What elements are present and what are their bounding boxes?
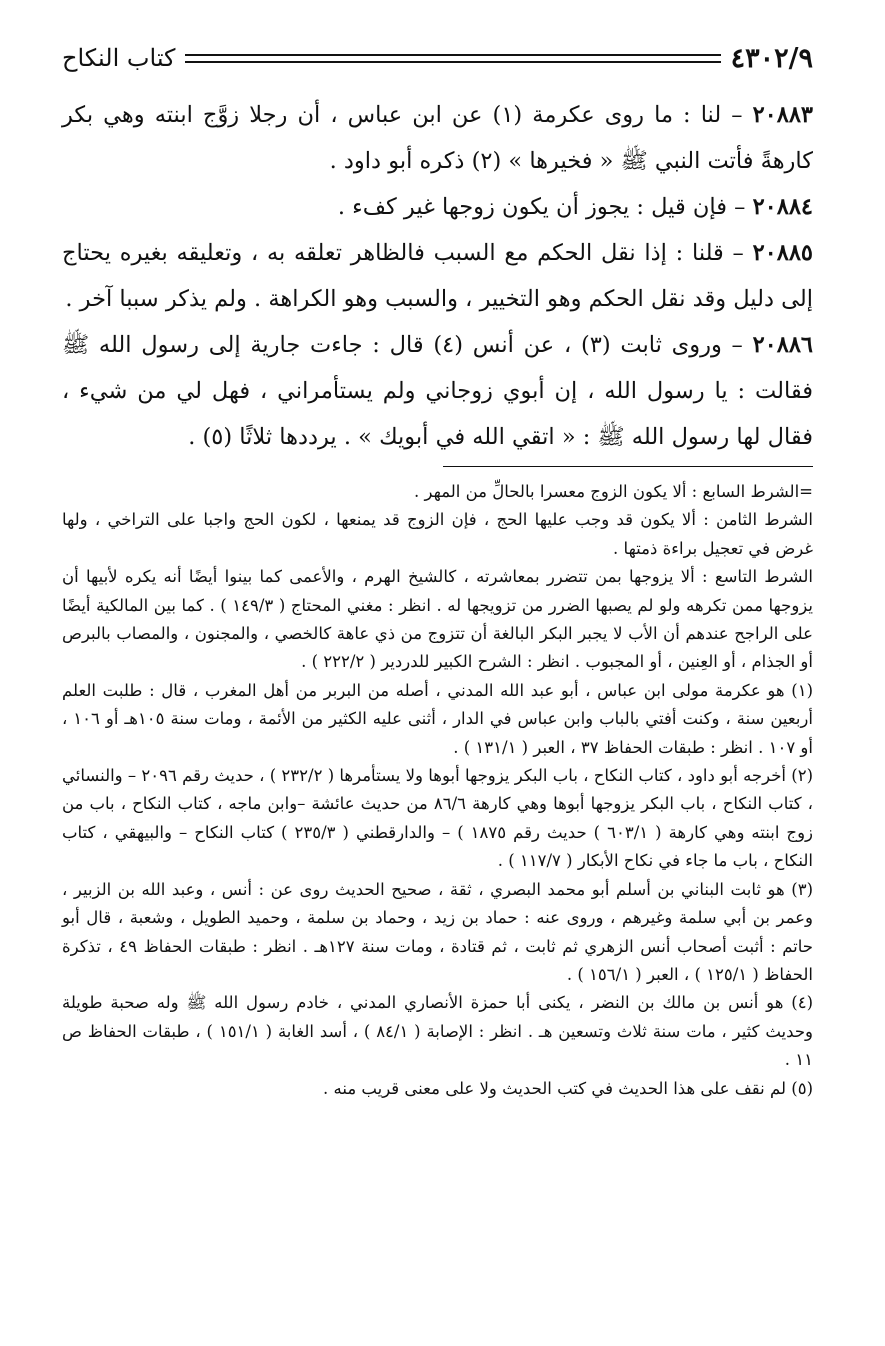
footnote-3: (٣) هو ثابت البناني بن أسلم أبو محمد البصري ، ثقة ، صحيح الحديث روى عن : أنس ، وعبد الله بن الزبير ، وعمر بن أبي سلمة وغيرهم ، وروى عنه : حماد بن زيد ، وحماد بن سلمة ، وحميد الطويل ، وشعبة ، قال أبو حاتم : أثبت أصحاب أنس الزهري ثم ثابت ، ثم قتادة ، ومات سنة ١٢٧هـ . انظر : طبقات الحفاظ ٤٩ ، تذكرة الحفاظ ( ١٢٥/١ ) ، العبر ( ١٥٦/١ ) .: [62, 879, 813, 984]
footnotes: [62, 478, 813, 1103]
footnote-continued: الشرط التاسع : ألا يزوجها بمن تتضرر بمعاشرته ، كالشيخ الهرم ، والأعمى كما بينوا أيضًا أنه يكره لأبيها أن يزوجها ممن تكرهه ولو لم يصبها الضرر من تزويجها له . انظر : مغني المحتاج ( ١٤٩/٣ ) . كما بين المالكية أيضًا على الراجح عندهم أن الأب لا يجبر البكر البالغة أن تتزوج من ذي عاهة كالخصي ، والمجنون ، والمصاب بالبرص أو الجذام ، أو العِنين ، أو المجبوب . انظر : الشرح الكبير للدردير ( ٢٢٢/٢ ) .: [62, 567, 813, 672]
paragraph-20883: [62, 92, 813, 184]
main-text: [62, 92, 813, 460]
footnote-separator: [443, 466, 813, 467]
footnote-continued: =الشرط السابع : ألا يكون الزوج معسرا بالحالِّ من المهر .: [414, 482, 813, 501]
paragraph-text: – وروى ثابت (٣) ، عن أنس (٤) قال : جاءت جارية إلى رسول الله ﷺ فقالت : يا رسول الله ، إن أبوي زوجاني ولم يستأمراني ، فهل لي من شيء ، فقال لها رسول الله ﷺ : « اتقي الله في أبويك » . يرددها ثلاثًا (٥) .: [62, 332, 813, 450]
paragraph-20886: [62, 322, 813, 460]
paragraph-text: – فإن قيل : يجوز أن يكون زوجها غير كفء .: [337, 194, 753, 220]
paragraph-20885: [62, 230, 813, 322]
footnote-continued: الشرط الثامن : ألا يكون قد وجب عليها الحج ، فإن الزوج قد يمنعها ، لكون الحج واجبا على التراخي ، ولها غرض في تعجيل براءة ذمتها .: [62, 510, 813, 558]
paragraph-text: – لنا : ما روى عكرمة (١) عن ابن عباس ، أن رجلا زوَّج ابنته وهي بكر كارهةً فأتت النبي ﷺ « فخيرها » (٢) ذكره أبو داود .: [62, 102, 813, 174]
footnote-1: (١) هو عكرمة مولى ابن عباس ، أبو عبد الله المدني ، أصله من البربر من أهل المغرب ، قال : طلبت العلم أربعين سنة ، وكنت أفتي بالباب وابن عباس في الدار ، أثنى عليه الكثير من الأئمة ، ومات سنة ١٠٥هـ أو ١٠٦ ، أو ١٠٧ . انظر : طبقات الحفاظ ٣٧ ، العبر ( ١٣١/١ ) .: [62, 680, 813, 757]
page-header: [62, 38, 813, 78]
paragraph-number: ٢٠٨٨٦: [752, 332, 813, 358]
header-rule: [185, 54, 720, 63]
page-number: ٤٣٠٢/٩: [730, 42, 813, 74]
paragraph-number: ٢٠٨٨٣: [752, 102, 814, 128]
book-title: كتاب النكاح: [62, 44, 176, 72]
paragraph-20884: [62, 184, 813, 230]
footnote-4: (٤) هو أنس بن مالك بن النضر ، يكنى أبا حمزة الأنصاري المدني ، خادم رسول الله ﷺ وله صحبة طويلة وحديث كثير ، مات سنة ثلاث وتسعين هـ . انظر : الإصابة ( ٨٤/١ ) ، أسد الغابة ( ١٥١/١ ) ، طبقات الحفاظ ص ١١ .: [62, 993, 813, 1070]
paragraph-text: – قلنا : إذا نقل الحكم مع السبب فالظاهر تعلقه به ، وتعليقه بغيره يحتاج إلى دليل وقد نقل الحكم وهو التخيير ، والسبب وهو الكراهة . ولم يذكر سببا آخر .: [62, 240, 813, 312]
paragraph-number: ٢٠٨٨٥: [752, 240, 813, 266]
footnote-5: (٥) لم نقف على هذا الحديث في كتب الحديث ولا على معنى قريب منه .: [323, 1078, 813, 1098]
footnote-2: (٢) أخرجه أبو داود ، كتاب النكاح ، باب البكر يزوجها أبوها ولا يستأمرها ( ٢٣٢/٢ ) ، حديث رقم ٢٠٩٦ – والنسائي ، كتاب النكاح ، باب البكر يزوجها أبوها وهي كارهة ٨٦/٦ من حديث عائشة –وابن ماجه ، كتاب النكاح ، باب من زوج ابنته وهي كارهة ( ٦٠٣/١ ) حديث رقم ١٨٧٥ ) – والدارقطني ( ٢٣٥/٣ ) كتاب النكاح – والبيهقي ، كتاب النكاح ، باب ما جاء في نكاح الأبكار ( ١١٧/٧ ) .: [62, 766, 814, 871]
paragraph-number: ٢٠٨٨٤: [752, 194, 813, 220]
